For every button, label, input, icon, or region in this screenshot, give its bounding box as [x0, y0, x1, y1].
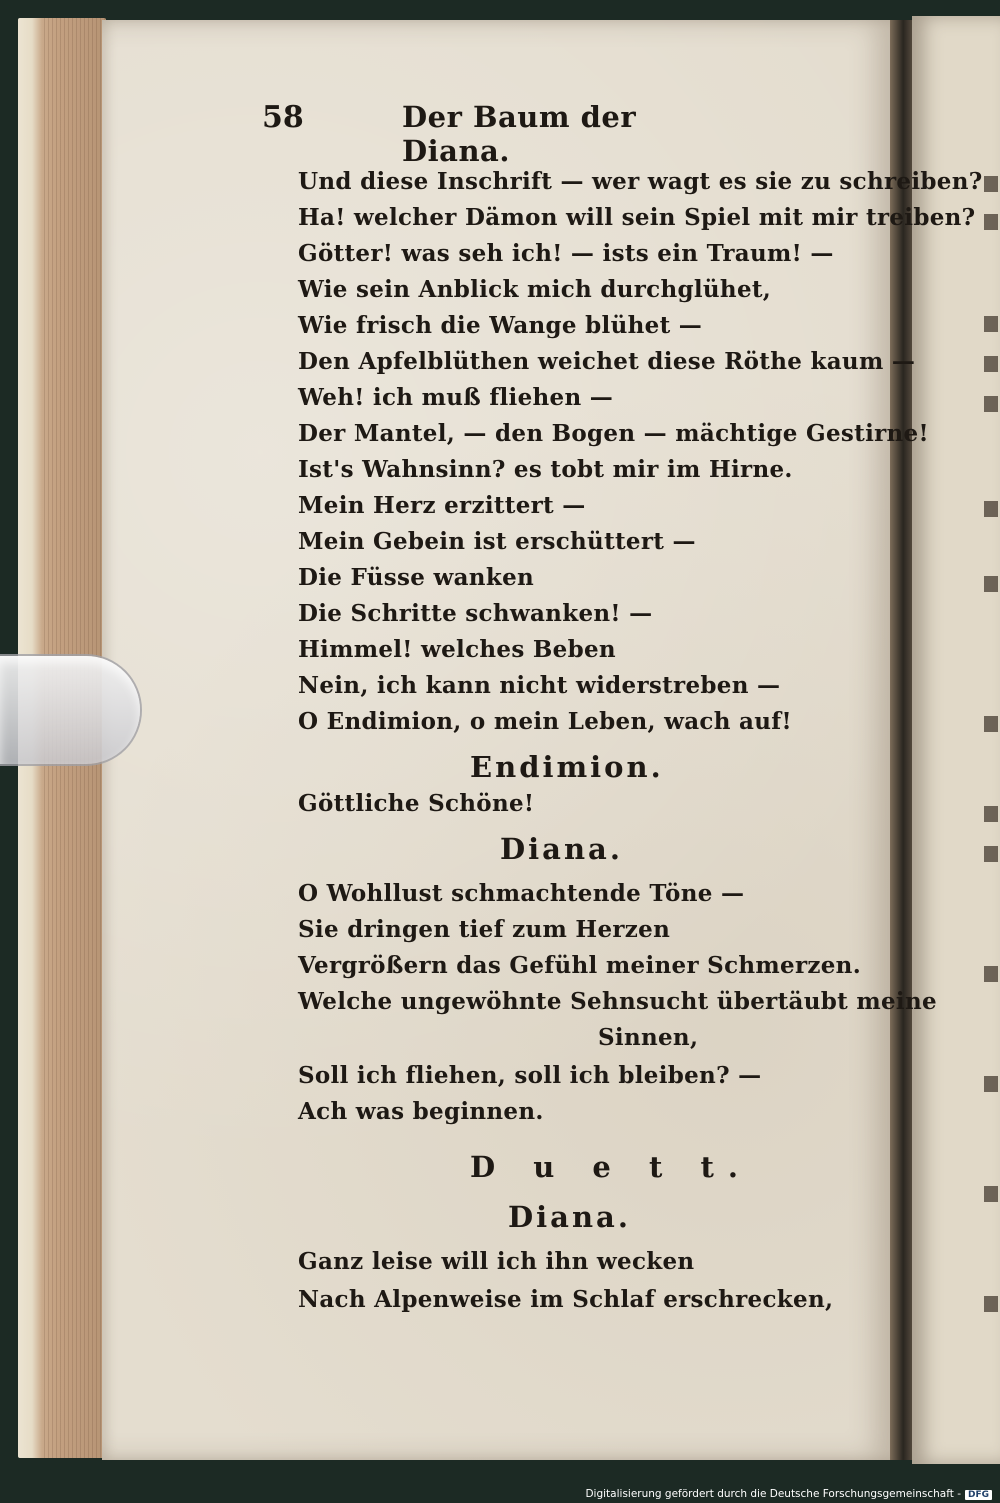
verse-line: Soll ich fliehen, soll ich bleiben? —	[298, 1062, 762, 1089]
verse-line: Mein Herz erzittert —	[298, 492, 586, 519]
verse-line: Götter! was seh ich! — ists ein Traum! —	[298, 240, 834, 267]
verse-line: Vergrößern das Gefühl meiner Schmerzen.	[298, 952, 862, 979]
verse-line: Ist's Wahnsinn? es tobt mir im Hirne.	[298, 456, 793, 483]
dfg-logo: DFG	[965, 1490, 992, 1500]
verse-line: Nein, ich kann nicht widerstreben —	[298, 672, 781, 699]
verse-line: Nach Alpenweise im Schlaf erschrecken,	[298, 1286, 834, 1313]
book-page	[102, 20, 894, 1460]
verse-line: Den Apfelblüthen weichet diese Röthe kaum —	[298, 348, 916, 375]
page-number: 58	[262, 100, 304, 135]
page-header	[262, 100, 722, 168]
verse-line: Wie frisch die Wange blühet —	[298, 312, 703, 339]
verse-line: Göttliche Schöne!	[298, 790, 535, 817]
verse-line: Himmel! welches Beben	[298, 636, 616, 663]
book-gutter	[890, 20, 914, 1460]
verse-line: Weh! ich muß fliehen —	[298, 384, 614, 411]
speaker-name: Diana.	[500, 832, 623, 866]
verse-line-continuation: Sinnen,	[598, 1024, 699, 1051]
verse-line: Ha! welcher Dämon will sein Spiel mit mir treiben?	[298, 204, 976, 231]
verse-line: Der Mantel, — den Bogen — mächtige Gestirne!	[298, 420, 929, 447]
verse-line: Die Füsse wanken	[298, 564, 535, 591]
verse-line: Sie dringen tief zum Herzen	[298, 916, 671, 943]
credit-text: Digitalisierung gefördert durch die Deutsche Forschungsgemeinschaft -	[585, 1488, 961, 1500]
verse-line: Mein Gebein ist erschüttert —	[298, 528, 696, 555]
verse-line: Ach was beginnen.	[298, 1098, 544, 1125]
speaker-name: Diana.	[508, 1200, 631, 1234]
verse-line: Ganz leise will ich ihn wecken	[298, 1248, 695, 1275]
verse-line: O Wohllust schmachtende Töne —	[298, 880, 745, 907]
verse-line: Die Schritte schwanken! —	[298, 600, 653, 627]
facing-page-edge	[912, 16, 1000, 1464]
speaker-name: Endimion.	[470, 750, 664, 784]
scanner-clamp	[0, 656, 140, 764]
verse-line: Wie sein Anblick mich durchglühet,	[298, 276, 772, 303]
digitization-credit	[585, 1488, 992, 1500]
verse-line: Und diese Inschrift — wer wagt es sie zu schreiben?	[298, 168, 983, 195]
verse-line: Welche ungewöhnte Sehnsucht übertäubt meine	[298, 988, 937, 1015]
running-title: Der Baum der Diana.	[402, 100, 637, 168]
section-title: D u e t t.	[470, 1150, 752, 1184]
verse-line: O Endimion, o mein Leben, wach auf!	[298, 708, 792, 735]
